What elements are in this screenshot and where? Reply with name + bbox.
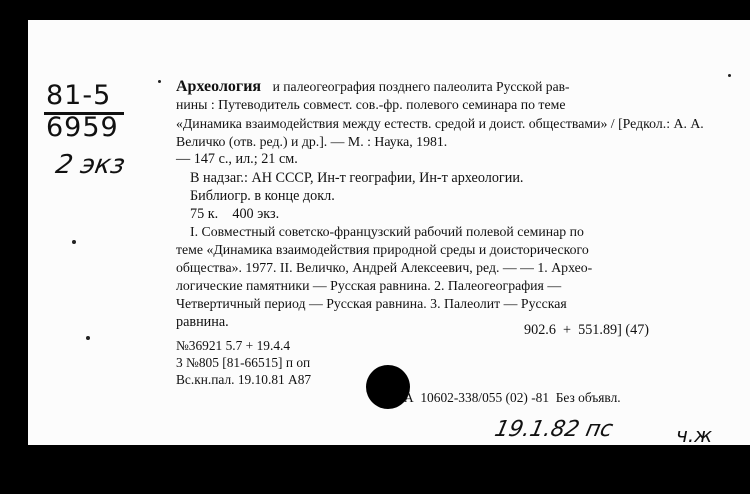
text-line-7: I. Совместный советско-французский рабочий полевой семинар по <box>190 224 584 239</box>
scan-speck <box>72 240 76 244</box>
title-line <box>176 78 570 96</box>
text-line-6: 75 к. 400 экз. <box>190 206 280 222</box>
text-line-8: теме «Динамика взаимодействия природной среды и доисторического <box>176 242 589 257</box>
scan-speck <box>728 74 731 77</box>
catalog-code: А 10602-338/055 (02) -81 Без объявл. <box>404 390 621 405</box>
order-line-3: Вс.кн.пал. 19.10.81 А87 <box>176 372 312 387</box>
text-line-9: общества». 1977. II. Величко, Андрей Алексеевич, ред. — — 1. Архео- <box>176 260 593 275</box>
call-number-top: 81-5 <box>46 80 112 111</box>
order-line-1: №36921 5.7 + 19.4.4 <box>176 338 291 353</box>
text-line-2: «Динамика взаимодействия между естеств. средой и доист. обществами» / [Редкол.: А. А. Величко (отв. ред.) и др.]. — М. : Наука, 1981. <box>176 116 704 149</box>
text-line-4: В надзаг.: АН СССР, Ин-т географии, Ин-т археологии. <box>190 170 524 186</box>
scan-border-left <box>0 0 28 494</box>
call-number-bottom: 6959 <box>46 112 119 143</box>
handwritten-initials: ч.ж <box>676 423 713 447</box>
order-line-2: 3 №805 [81-66515] п оп <box>176 355 311 370</box>
title-word: Археология <box>176 78 262 95</box>
text-line-1: нины : Путеводитель совмест. сов.-фр. полевого семинара по теме <box>176 97 566 112</box>
text-line-11: Четвертичный период — Русская равнина. 3. Палеолит — Русская <box>176 296 567 311</box>
text-line-3: — 147 с., ил.; 21 см. <box>176 151 298 167</box>
text-line-0: и палеогеография позднего палеолита Русской рав- <box>272 79 570 94</box>
scan-speck <box>158 80 161 83</box>
text-line-10: логические памятники — Русская равнина. 2. Палеогеография — <box>176 278 562 293</box>
text-line-12: равнина. <box>176 314 229 330</box>
scan-border-bottom <box>0 445 750 494</box>
classification: 902.6 + 551.89] (47) <box>524 322 650 338</box>
copies-note: 2 экз <box>53 150 128 180</box>
text-line-5: Библиогр. в конце докл. <box>190 188 335 204</box>
scan-speck <box>86 336 90 340</box>
handwritten-date: 19.1.82 пс <box>492 417 616 442</box>
